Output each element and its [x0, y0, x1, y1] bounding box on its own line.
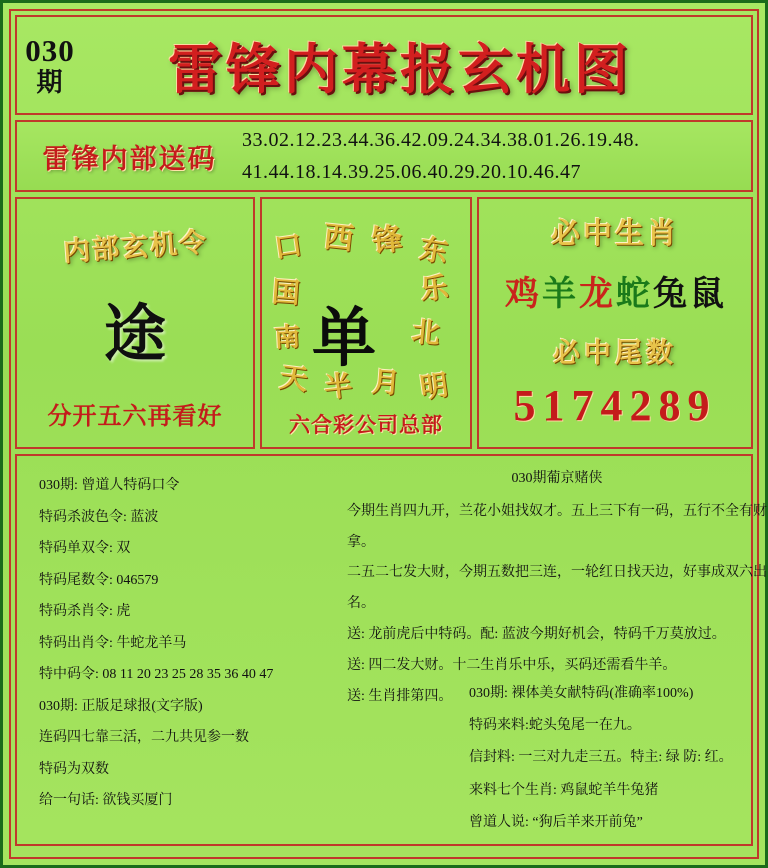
- left-line-8: 连码四七靠三活，二九共见参一数: [39, 730, 249, 745]
- right-top-text-column: [347, 464, 767, 712]
- panel-zodiac-tails: [477, 197, 753, 449]
- scatter-char-1: 西: [321, 219, 356, 258]
- right-bottom-text-column: [469, 678, 768, 839]
- right-bottom-line-4: 曾道人说: “狗后羊来开前兔”: [469, 814, 643, 830]
- zodiac-0: 鸡: [505, 274, 540, 314]
- left-line-0: 030期: 曾道人特码口令: [39, 478, 180, 493]
- numbers-line-1: 33.02.12.23.44.36.42.09.24.34.38.01.26.19.48.: [242, 129, 640, 151]
- issue-suffix: 期: [36, 67, 64, 97]
- left-line-9: 特码为双数: [39, 761, 109, 777]
- poster-inner-frame: [9, 9, 767, 859]
- numbers-band-values: [242, 124, 751, 188]
- right-top-line-4: 送: 生肖排第四。: [347, 688, 453, 704]
- zodiac-4: 兔: [653, 274, 688, 314]
- scatter-char-5: 乐: [418, 270, 451, 307]
- scatter-char-10: 月: [370, 365, 402, 400]
- zodiac-3: 蛇: [616, 274, 651, 314]
- right-top-line-2: 送: 龙前虎后中特码。配: 蓝波今期好机会，特码千万莫放过。: [347, 626, 726, 642]
- panel-center-chars: [260, 197, 472, 449]
- scatter-char-0: 口: [272, 228, 305, 265]
- zodiac-list: [479, 266, 751, 315]
- center-big-word: 单: [312, 301, 376, 376]
- middle-row: [15, 197, 753, 449]
- right-top-line-3: 送: 四二发大财。十二生肖乐中乐，买码还需看牛羊。: [347, 657, 677, 673]
- zodiac-title: 必中生肖: [550, 216, 679, 250]
- inner-secret-word: 途: [103, 297, 166, 370]
- numbers-band-label: 雷锋内部送码: [42, 143, 217, 175]
- inner-secret-footer: 分开五六再看好: [47, 401, 223, 430]
- issue-label: [21, 32, 79, 97]
- title-row: [15, 15, 753, 115]
- tail-numbers-value: 5174289: [513, 381, 717, 430]
- left-line-1: 特码杀波色令: 蓝波: [39, 509, 159, 525]
- right-bottom-line-1: 特码来料:蛇头兔尾一在九。: [469, 718, 641, 734]
- left-line-6: 特中码令: 08 11 20 23 25 28 35 36 40 47: [39, 667, 274, 682]
- numbers-line-2: 41.44.18.14.39.25.06.40.29.20.10.46.47: [242, 161, 581, 183]
- scatter-char-9: 半: [322, 368, 354, 405]
- scatter-char-11: 明: [418, 368, 451, 405]
- scatter-char-4: 国: [270, 275, 302, 310]
- scatter-char-3: 东: [417, 231, 451, 269]
- right-top-line-1: 二五二七发大财，今期五数把三连，一轮红日找天边，好事成双六出名。: [347, 565, 767, 612]
- right-bottom-line-3: 来料七个生肖: 鸡鼠蛇羊牛兔猪: [469, 782, 659, 798]
- scatter-char-7: 南: [273, 322, 301, 354]
- left-line-4: 特码杀肖令: 虎: [39, 604, 131, 619]
- right-bottom-line-0: 030期: 裸体美女献特码(准确率100%): [469, 686, 694, 701]
- right-bottom-line-2: 信封料: 一三对九走三五。特主: 绿 防: 红。: [469, 750, 733, 766]
- scatter-char-2: 锋: [370, 221, 404, 260]
- bottom-text-box: [15, 454, 767, 846]
- zodiac-1: 羊: [542, 274, 577, 314]
- zodiac-2: 龙: [579, 274, 614, 314]
- left-line-3: 特码尾数令: 046579: [39, 572, 159, 588]
- left-line-2: 特码单双令: 双: [39, 541, 131, 556]
- scatter-char-8: 天: [277, 360, 310, 397]
- page-title: 雷锋内幕报玄机图: [168, 36, 632, 101]
- issue-number: 030: [25, 32, 75, 68]
- zodiac-5: 鼠: [690, 274, 725, 314]
- left-line-7: 030期: 正版足球报(文字版): [39, 698, 203, 714]
- right-top-header: 030期葡京赌侠: [511, 471, 603, 486]
- right-top-line-0: 今期生肖四九开，兰花小姐找奴才。五上三下有一码，五行不全有财拿。: [347, 503, 767, 550]
- center-footer: 六合彩公司总部: [289, 412, 443, 437]
- left-line-5: 特码出肖令: 牛蛇龙羊马: [39, 635, 187, 651]
- numbers-band: [15, 120, 753, 192]
- left-text-column: [39, 470, 339, 817]
- scatter-char-6: 北: [410, 314, 442, 351]
- inner-secret-title: 内部玄机令: [61, 226, 209, 269]
- tail-numbers-title: 必中尾数: [553, 338, 677, 369]
- panel-inner-secret: [15, 197, 255, 449]
- left-line-10: 给一句话: 欲钱买厦门: [39, 793, 173, 808]
